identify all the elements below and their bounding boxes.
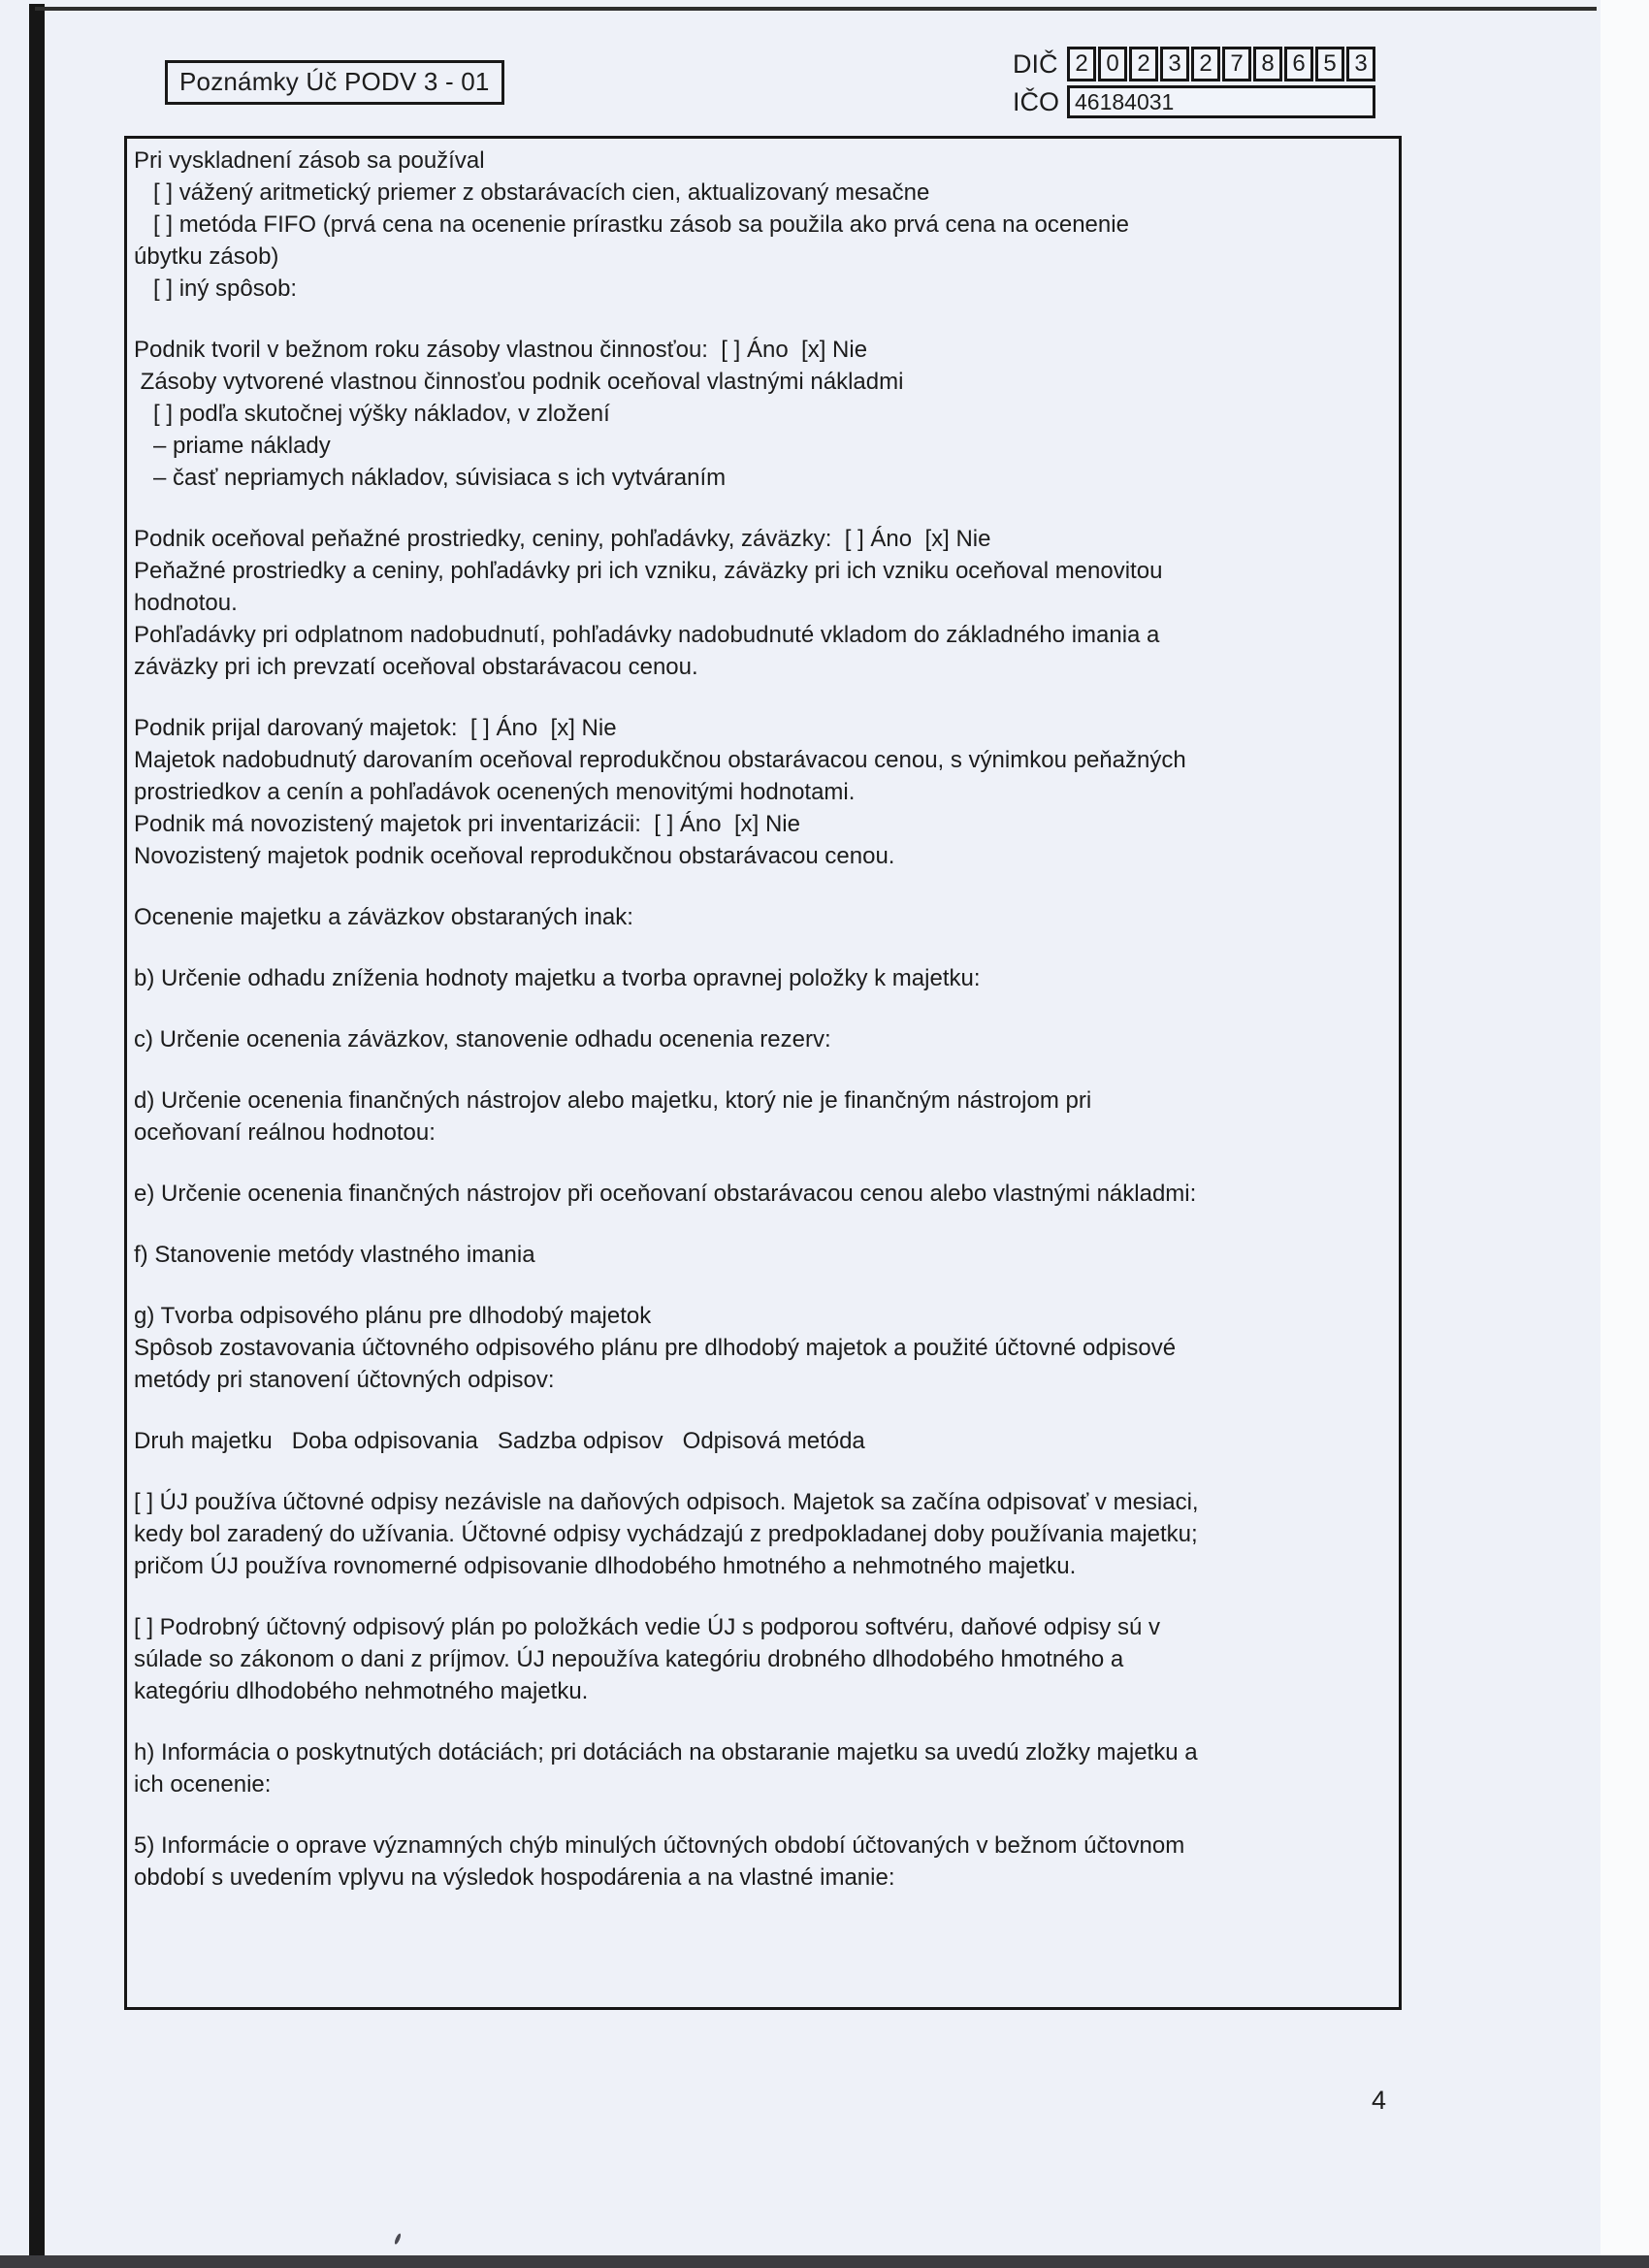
- paragraph-block: [134, 1736, 1391, 1800]
- text-line: d) Určenie ocenenia finančných nástrojov alebo majetku, ktorý nie je finančným nástrojom pri: [134, 1087, 1092, 1114]
- content-blocks: [134, 145, 1391, 1894]
- dic-digit-cell: 3: [1160, 47, 1189, 81]
- text-line: – časť nepriamych nákladov, súvisiaca s ich vytváraním: [134, 465, 727, 491]
- dic-label: DIČ: [1013, 49, 1058, 79]
- text-line: oceňovaní reálnou hodnotou:: [134, 1119, 436, 1146]
- scan-artifact: [394, 2233, 403, 2246]
- text-line: pričom ÚJ používa rovnomerné odpisovanie dlhodobého hmotného a nehmotného majetku.: [134, 1553, 1077, 1579]
- paragraph-block: [134, 1486, 1391, 1582]
- text-line: b) Určenie odhadu zníženia hodnoty majetku a tvorba opravnej položky k majetku:: [134, 965, 981, 991]
- text-line: Ocenenie majetku a záväzkov obstaraných inak:: [134, 904, 633, 930]
- text-line: Pri vyskladnení zásob sa používal: [134, 147, 485, 174]
- dic-digit-cell: 0: [1098, 47, 1127, 81]
- text-line: Podnik má novozistený majetok pri inventarizácii: [ ] Áno [x] Nie: [134, 811, 800, 837]
- dic-cells: [1065, 47, 1375, 81]
- dic-digit-cell: 6: [1284, 47, 1313, 81]
- text-line: záväzky pri ich prevzatí oceňoval obstarávacou cenou.: [134, 654, 698, 680]
- text-line: súlade so zákonom o dani z príjmov. ÚJ nepoužíva kategóriu drobného dlhodobého hmotného a: [134, 1646, 1124, 1672]
- scan-edge-bottom-bar: [0, 2255, 1649, 2268]
- text-line: metódy pri stanovení účtovných odpisov:: [134, 1367, 555, 1393]
- text-line: Podnik tvoril v bežnom roku zásoby vlastnou činnosťou: [ ] Áno [x] Nie: [134, 337, 868, 363]
- text-line: Novozistený majetok podnik oceňoval reprodukčnou obstarávacou cenou.: [134, 843, 895, 869]
- paragraph-block: [134, 1300, 1391, 1396]
- scan-edge-top-line: [35, 7, 1597, 11]
- paragraph-block: [134, 1425, 1391, 1457]
- dic-digit-cell: 8: [1253, 47, 1282, 81]
- text-line: Podnik oceňoval peňažné prostriedky, ceniny, pohľadávky, záväzky: [ ] Áno [x] Nie: [134, 526, 991, 552]
- paragraph-block: [134, 1178, 1391, 1210]
- paragraph-block: [134, 1085, 1391, 1149]
- paragraph-block: [134, 334, 1391, 494]
- text-line: c) Určenie ocenenia záväzkov, stanovenie odhadu ocenenia rezerv:: [134, 1026, 831, 1053]
- text-line: Zásoby vytvorené vlastnou činnosťou podnik oceňoval vlastnými nákladmi: [134, 369, 904, 395]
- text-line: Spôsob zostavovania účtovného odpisového plánu pre dlhodobý majetok a použité účtovné odpisové: [134, 1335, 1177, 1361]
- text-line: h) Informácia o poskytnutých dotáciách; pri dotáciách na obstaranie majetku sa uvedú zložky majetku a: [134, 1739, 1198, 1766]
- text-line: [ ] Podrobný účtovný odpisový plán po položkách vedie ÚJ s podporou softvéru, daňové odpisy sú v: [134, 1614, 1160, 1640]
- text-line: Pohľadávky pri odplatnom nadobudnutí, pohľadávky nadobudnuté vkladom do základného imania a: [134, 622, 1160, 648]
- text-line: 5) Informácie o oprave významných chýb minulých účtovných období účtovaných v bežnom účtovnom: [134, 1832, 1185, 1859]
- dic-digit-cell: 2: [1191, 47, 1220, 81]
- page-number: 4: [1372, 2086, 1387, 2115]
- ico-row: [1013, 85, 1375, 118]
- dic-digit-cell: 7: [1222, 47, 1251, 81]
- text-line: Peňažné prostriedky a ceniny, pohľadávky pri ich vzniku, záväzky pri ich vzniku oceňoval menovitou: [134, 558, 1163, 584]
- text-line: f) Stanovenie metódy vlastného imania: [134, 1242, 535, 1268]
- text-line: g) Tvorba odpisového plánu pre dlhodobý majetok: [134, 1303, 652, 1329]
- paragraph-block: [134, 712, 1391, 872]
- text-line: kedy bol zaradený do užívania. Účtovné odpisy vychádzajú z predpokladanej doby používania majetku;: [134, 1521, 1198, 1547]
- dic-digit-cell: 3: [1346, 47, 1375, 81]
- text-line: období s uvedením vplyvu na výsledok hospodárenia a na vlastné imanie:: [134, 1864, 895, 1891]
- paragraph-block: [134, 1023, 1391, 1055]
- text-line: e) Určenie ocenenia finančných nástrojov při oceňovaní obstarávacou cenou alebo vlastnými nákladmi:: [134, 1181, 1197, 1207]
- text-line: [ ] metóda FIFO (prvá cena na ocenenie prírastku zásob sa použila ako prvá cena na ocenenie: [134, 211, 1129, 238]
- text-line: Podnik prijal darovaný majetok: [ ] Áno [x] Nie: [134, 715, 617, 741]
- text-line: úbytku zásob): [134, 243, 279, 270]
- scan-edge-left-bar: [29, 4, 45, 2268]
- id-block: [1013, 47, 1375, 122]
- text-line: [ ] iný spôsob:: [134, 275, 298, 302]
- dic-digit-cell: 2: [1067, 47, 1096, 81]
- text-line: Druh majetku Doba odpisovania Sadzba odpisov Odpisová metóda: [134, 1428, 865, 1454]
- text-line: prostriedkov a cenín a pohľadávok ocenených menovitými hodnotami.: [134, 779, 856, 805]
- paragraph-block: [134, 145, 1391, 305]
- dic-row: [1013, 47, 1375, 81]
- text-line: [ ] vážený aritmetický priemer z obstarávacích cien, aktualizovaný mesačne: [134, 179, 930, 206]
- text-line: – priame náklady: [134, 433, 331, 459]
- ico-value-field: 46184031: [1067, 85, 1375, 118]
- text-line: ich ocenenie:: [134, 1771, 272, 1798]
- ico-label: IČO: [1013, 86, 1060, 116]
- paragraph-block: [134, 1239, 1391, 1271]
- paragraph-block: [134, 1830, 1391, 1894]
- form-code-label: Poznámky Úč PODV 3 - 01: [179, 67, 490, 96]
- paragraph-block: [134, 1611, 1391, 1707]
- paragraph-block: [134, 901, 1391, 933]
- paragraph-block: [134, 962, 1391, 994]
- text-line: hodnotou.: [134, 590, 238, 616]
- dic-digit-cell: 2: [1129, 47, 1158, 81]
- text-line: Majetok nadobudnutý darovaním oceňoval reprodukčnou obstarávacou cenou, s výnimkou peňažných: [134, 747, 1186, 773]
- notes-content-box: [124, 136, 1402, 2010]
- form-code-box: [165, 60, 504, 105]
- scanner-background-strip: [1600, 0, 1649, 2268]
- text-line: kategóriu dlhodobého nehmotného majetku.: [134, 1678, 589, 1704]
- paragraph-block: [134, 523, 1391, 683]
- text-line: [ ] podľa skutočnej výšky nákladov, v zložení: [134, 401, 610, 427]
- text-line: [ ] ÚJ používa účtovné odpisy nezávisle na daňových odpisoch. Majetok sa začína odpisovať v mesiaci,: [134, 1489, 1199, 1515]
- dic-digit-cell: 5: [1315, 47, 1344, 81]
